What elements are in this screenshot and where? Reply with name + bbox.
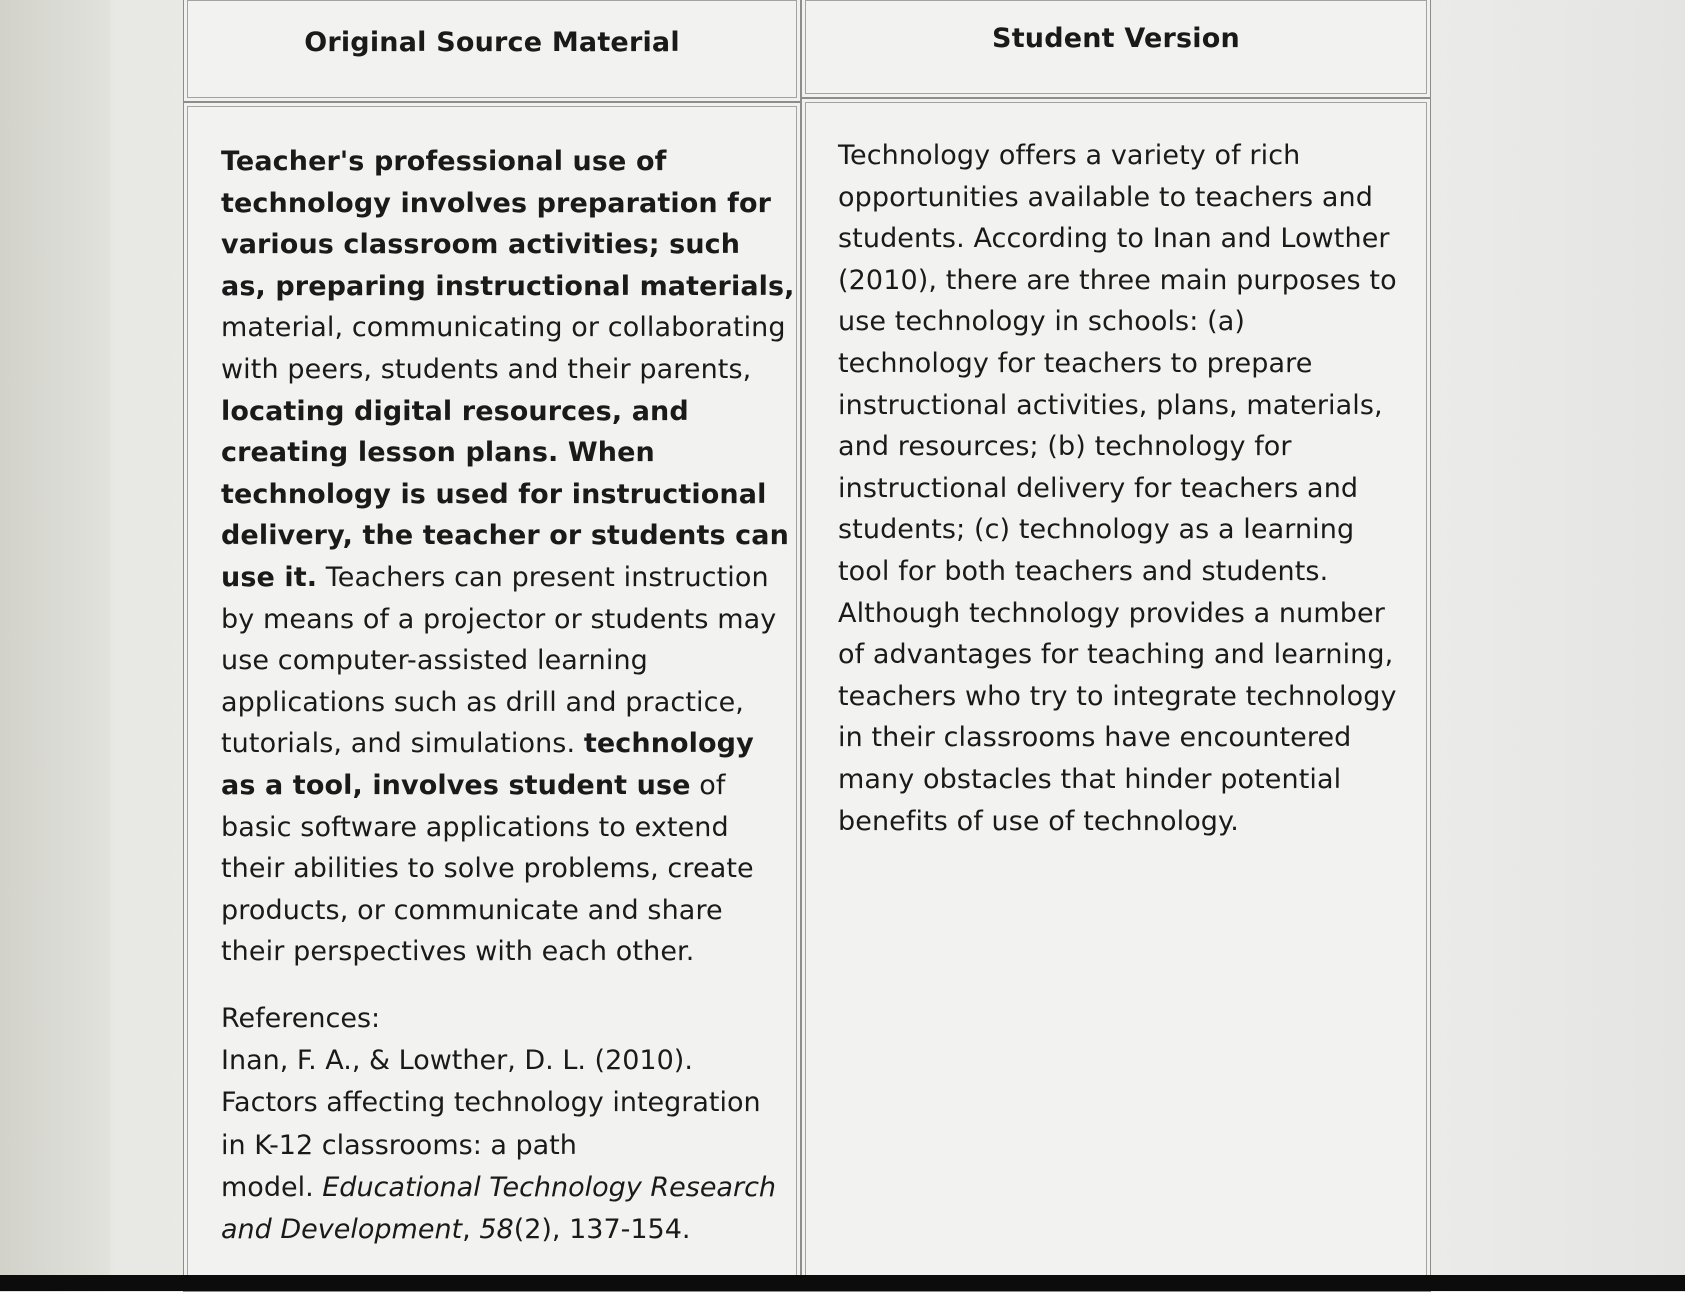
- original-text-line: [221, 474, 766, 516]
- text-run: products, or communicate and share: [221, 894, 723, 926]
- original-text-line: [221, 349, 766, 391]
- original-text-line: [221, 807, 766, 849]
- text-run: their perspectives with each other.: [221, 936, 695, 968]
- student-version-cell: [801, 98, 1431, 1292]
- reference-line: [221, 1209, 766, 1251]
- original-text-line: [221, 765, 766, 807]
- comparison-table: [183, 0, 1431, 1276]
- student-text-line: in their classrooms have encountered: [838, 722, 1352, 754]
- background-margin: [0, 0, 110, 1275]
- reference-line: [221, 1125, 766, 1167]
- original-text-line: [221, 931, 766, 973]
- header-cell-original: [183, 0, 801, 102]
- text-run: and Development: [221, 1214, 463, 1246]
- header-original-source: Original Source Material: [304, 27, 680, 58]
- student-text-line: tool for both teachers and students.: [838, 555, 1329, 587]
- screen-bezel: [0, 1275, 1685, 1291]
- student-text-line: Although technology provides a number: [838, 597, 1385, 629]
- text-run: delivery, the teacher or students can: [221, 520, 789, 552]
- text-run: Educational Technology Research: [322, 1171, 777, 1203]
- text-run: in K-12 classrooms: a path: [221, 1129, 577, 1161]
- original-text-line: [221, 557, 769, 599]
- text-run: technology: [583, 728, 754, 760]
- text-run: tutorials, and simulations.: [221, 728, 584, 760]
- text-run: Factors affecting technology integration: [221, 1087, 761, 1119]
- student-text-line: and resources; (b) technology for: [838, 431, 1292, 463]
- text-run: as, preparing instructional materials,: [221, 270, 795, 302]
- original-text-line: [221, 391, 766, 433]
- reference-line: [221, 1082, 766, 1124]
- student-text-line: benefits of use of technology.: [838, 805, 1239, 837]
- original-text-line: [221, 640, 766, 682]
- original-source-cell: [183, 102, 801, 1292]
- text-run: basic software applications to extend: [221, 811, 729, 843]
- original-text-line: [221, 515, 789, 557]
- student-text-line: (2010), there are three main purposes to: [838, 264, 1397, 296]
- student-text-line: instructional delivery for teachers and: [838, 472, 1359, 504]
- student-text-line: students; (c) technology as a learning: [838, 514, 1355, 546]
- student-text-line: of advantages for teaching and learning,: [838, 639, 1394, 671]
- header-student-version: Student Version: [992, 23, 1240, 54]
- text-run: various classroom activities; such: [221, 229, 741, 261]
- text-run: model.: [221, 1171, 323, 1203]
- student-text-line: opportunities available to teachers and: [838, 181, 1373, 213]
- original-text-line: [221, 599, 777, 641]
- reference-line: [221, 1040, 766, 1082]
- header-cell-student: [801, 0, 1431, 98]
- original-text-line: [221, 723, 766, 765]
- text-run: use it.: [221, 561, 318, 593]
- text-run: 58: [479, 1214, 514, 1246]
- student-version-text: [838, 135, 1403, 842]
- text-run: by means of a projector or students may: [221, 603, 777, 635]
- text-run: Teachers can present instruction: [317, 561, 769, 593]
- student-text-line: students. According to Inan and Lowther: [838, 223, 1390, 255]
- text-run: as a tool, involves student use: [221, 769, 691, 801]
- text-run: technology is used for instructional: [221, 478, 767, 510]
- original-text-line: [221, 432, 766, 474]
- text-run: material, communicating or collaborating: [221, 312, 786, 344]
- text-run: applications such as drill and practice,: [221, 686, 744, 718]
- student-text-line: instructional activities, plans, materials,: [838, 389, 1383, 421]
- original-text-line: [221, 890, 766, 932]
- original-text-line: [221, 848, 766, 890]
- student-text-line: many obstacles that hinder potential: [838, 763, 1342, 795]
- student-text-line: teachers who try to integrate technology: [838, 680, 1397, 712]
- text-run: use computer-assisted learning: [221, 645, 648, 677]
- original-text-line: [221, 307, 786, 349]
- reference-citation: [221, 1040, 777, 1251]
- text-run: their abilities to solve problems, create: [221, 853, 754, 885]
- text-run: creating lesson plans. When: [221, 437, 655, 469]
- original-text-line: [221, 183, 772, 225]
- references-heading: References:: [221, 1003, 381, 1034]
- text-run: (2), 137-154.: [513, 1214, 691, 1246]
- reference-line: [221, 1167, 777, 1209]
- student-text-line: use technology in schools: (a): [838, 306, 1245, 338]
- original-text-line: [221, 141, 766, 183]
- student-text-line: technology for teachers to prepare: [838, 347, 1313, 379]
- text-run: technology involves preparation for: [221, 187, 772, 219]
- text-run: Teacher's professional use of: [221, 146, 667, 177]
- original-text-line: [221, 224, 766, 266]
- original-text-line: [221, 682, 766, 724]
- text-run: of: [690, 769, 726, 801]
- original-text-line: [221, 266, 795, 308]
- text-run: ,: [462, 1214, 480, 1246]
- original-source-text: [221, 141, 795, 973]
- text-run: Inan, F. A., & Lowther, D. L. (2010).: [221, 1045, 693, 1077]
- text-run: locating digital resources, and: [221, 395, 689, 427]
- text-run: with peers, students and their parents,: [221, 353, 752, 385]
- references-block: [221, 998, 777, 1251]
- student-text-line: Technology offers a variety of rich: [838, 140, 1301, 171]
